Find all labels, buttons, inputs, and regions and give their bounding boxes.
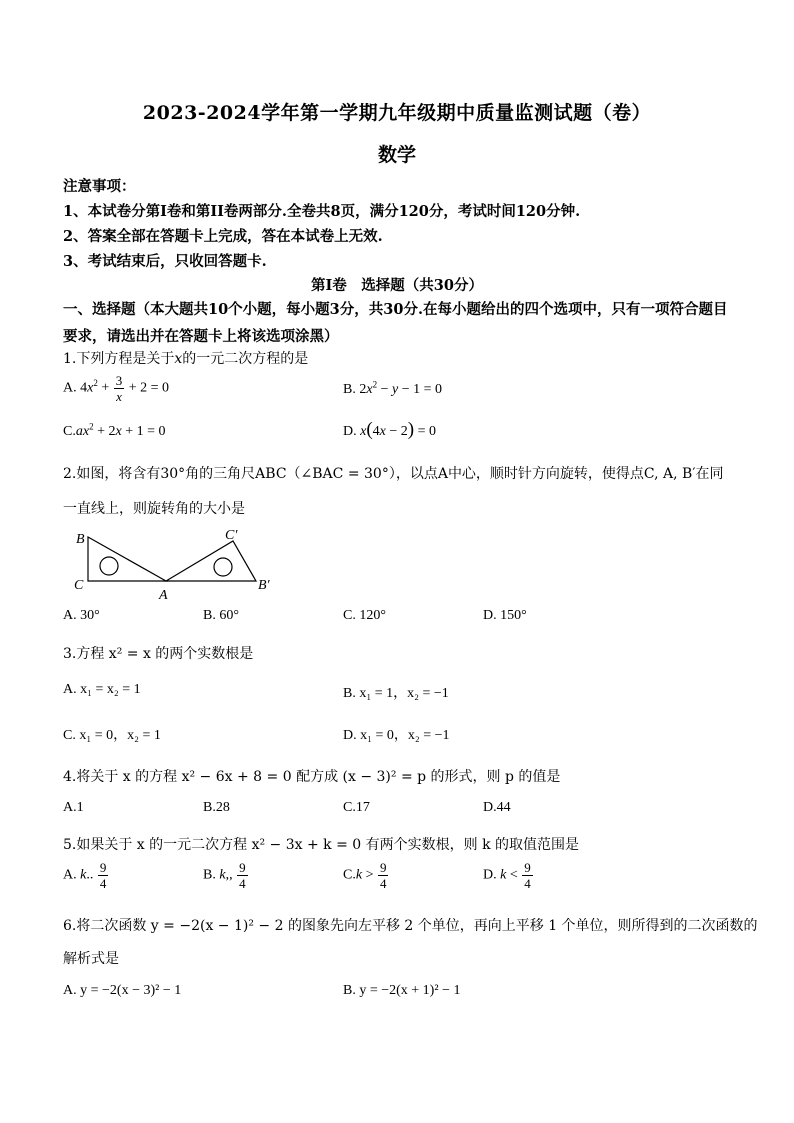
question-1-option-c: $C.ax^2 + 2x + 1 = 0$ [63, 421, 166, 439]
question-4-option-d: D.44 [483, 800, 511, 815]
question-2-option-b: B. 60° [203, 608, 239, 623]
question-6-stem-line-2: 解析式是 [63, 951, 119, 967]
question-3-option-d: D. x₁ = 0，x₂ = −1 [343, 728, 450, 743]
label-c-prime: C′ [225, 528, 238, 543]
triangle-abc [88, 537, 166, 581]
note-item-3: 3、考试结束后，只收回答题卡. [63, 253, 267, 270]
question-6-option-a: A. y = −2(x − 3)² − 1 [63, 983, 182, 998]
question-2-option-a: A. 30° [63, 608, 100, 623]
triangle-ab2c2 [166, 541, 256, 581]
question-1-option-d: D. x(4x − 2) = 0 [343, 419, 437, 440]
question-4-option-b: B.28 [203, 800, 230, 815]
question-5-option-a: A. k.. $\frac{9}{4}$ [63, 860, 107, 891]
question-1-option-b: B. $2x^2 - y - 1 = 0$ [343, 379, 442, 397]
question-3-option-c: C. x₁ = 0，x₂ = 1 [63, 728, 161, 743]
question-3-option-a: A. x₁ = x₂ = 1 [63, 682, 141, 697]
triangle-ab2c2-hole [214, 558, 232, 576]
note-item-1: 1、本试卷分第I卷和第II卷两部分.全卷共8页，满分120分，考试时间120分钟. [63, 203, 581, 220]
question-5-stem: 5.如果关于 x 的一元二次方程 x² − 3x + k = 0 有两个实数根，则 k 的取值范围是 [63, 837, 580, 853]
label-b-prime: B′ [258, 578, 270, 593]
notes-heading: 注意事项： [63, 178, 136, 195]
question-4-option-a: A.1 [63, 800, 84, 815]
label-c: C [74, 578, 84, 593]
section-instruction: 一、选择题（本大题共10个小题，每小题3分，共30分.在每小题给出的四个选项中，只有一项符合题目要求，请选出并在答题卡上将该选项涂黑） [63, 301, 728, 345]
question-6-stem-line-1: 6.将二次函数 y = −2(x − 1)² − 2 的图象先向左平移 2 个单位，再向上平移 1 个单位，则所得到的二次函数的 [63, 918, 758, 934]
exam-title: 2023-2024学年第一学期九年级期中质量监测试题（卷） [142, 102, 652, 124]
question-5-option-b: B. k,, $\frac{9}{4}$ [203, 860, 246, 891]
question-2-option-c: C. 120° [343, 608, 386, 623]
rotation-triangle-figure [70, 525, 290, 603]
question-1-stem: 1.下列方程是关于x的一元二次方程的是 [63, 351, 309, 367]
question-5-option-d: D. k < $\frac{9}{4}$ [483, 860, 531, 891]
note-item-2: 2、答案全部在答题卡上完成，答在本试卷上无效. [63, 228, 383, 245]
triangle-abc-hole [100, 557, 118, 575]
question-1-option-a: A. $4x^2$ + $\frac{3}{x}$ + 2 = 0 [63, 373, 170, 404]
label-a: A [159, 588, 168, 603]
question-2-stem-line-2: 一直线上，则旋转角的大小是 [63, 501, 245, 517]
question-3-stem: 3.方程 x² = x 的两个实数根是 [63, 646, 254, 662]
question-4-stem: 4.将关于 x 的方程 x² − 6x + 8 = 0 配方成 (x − 3)² = p 的形式，则 p 的值是 [63, 769, 561, 785]
label-b: B [76, 532, 85, 547]
exam-subject: 数学 [377, 144, 416, 166]
question-5-option-c: C.k > $\frac{9}{4}$ [343, 860, 387, 891]
question-2-stem-line-1: 2.如图，将含有30°角的三角尺ABC（∠BAC = 30°），以点A中心，顺时针方向旋转，使得点C, A, B′在同 [63, 466, 724, 482]
question-3-option-b: B. x₁ = 1，x₂ = −1 [343, 686, 449, 701]
section-title: 第I卷 选择题（共30分） [311, 277, 483, 294]
question-4-option-c: C.17 [343, 800, 370, 815]
question-6-option-b: B. y = −2(x + 1)² − 1 [343, 983, 461, 998]
question-2-option-d: D. 150° [483, 608, 527, 623]
